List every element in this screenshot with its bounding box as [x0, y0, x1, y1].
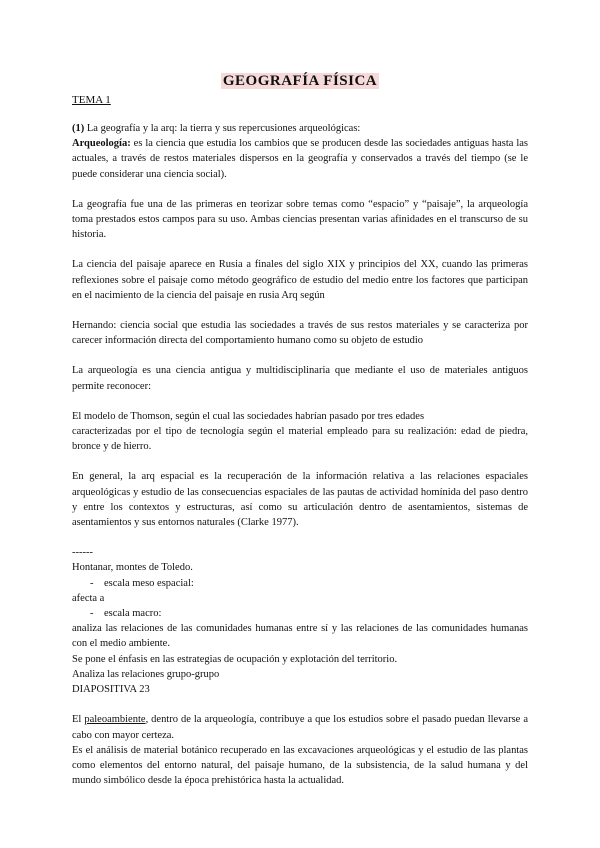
note-grupo: Analiza las relaciones grupo-grupo — [72, 668, 220, 680]
paleo-term: paleoambiente — [84, 714, 146, 726]
definition-text: es la ciencia que estudia los cambios que se producen desde las sociedades antiguas hasta las actuales, a través de restos materiales dispersos en la geografía y conservados a través del tiempo (se le puede considerar una ciencia social). — [72, 138, 528, 180]
separator: ------ — [72, 547, 93, 559]
bullet-macro — [72, 606, 528, 621]
arqueologia-definition — [72, 136, 528, 182]
definition-term: Arqueología: — [72, 138, 131, 150]
tema-heading: TEMA 1 — [72, 94, 111, 106]
paleo-pre: El — [72, 714, 85, 726]
paragraph-antigua: La arqueología es una ciencia antigua y multidisciplinaria que mediante el uso de materiales antiguos permite reconocer: — [72, 365, 528, 392]
bullet-meso — [72, 576, 528, 591]
paragraph-paleoambiente — [72, 712, 528, 742]
paragraph-botanico: Es el análisis de material botánico recuperado en las excavaciones arqueológicas y el estudio de las plantas como elementos del entorno natural, del paisaje humano, de la subsistencia, de la salud humana y del mundo simbólico desde la época prehistórica hasta la actualidad. — [72, 744, 528, 787]
note-analiza: analiza las relaciones de las comunidades humanas entre sí y las relaciones de las comunidades humanas con el medio ambiente. — [72, 623, 528, 650]
paragraph-thomson-line2: caracterizadas por el tipo de tecnología según el material empleado para su realización: edad de piedra, bronce y de hierro. — [72, 426, 528, 453]
paragraph-hernando: Hernando: ciencia social que estudia las sociedades a través de sus restos materiales y se caracteriza por carecer información directa del comportamiento humano como su objeto de estudio — [72, 320, 528, 347]
note-hontanar: Hontanar, montes de Toledo. — [72, 562, 193, 574]
paragraph-thomson-line1: El modelo de Thomson, según el cual las sociedades habrían pasado por tres edades — [72, 410, 425, 422]
section-heading — [72, 121, 528, 136]
paragraph-paisaje: La ciencia del paisaje aparece en Rusia a finales del siglo XIX y principios del XX, cuando las primeras reflexiones sobre el paisaje como método geográfico de estudio del medio entre los factores que participan en el nacimiento de la ciencia del paisaje en rusia Arq según — [72, 259, 528, 301]
dash-bullet: - — [90, 577, 94, 589]
paragraph-espacial: En general, la arq espacial es la recuperación de la información relativa a las relaciones espaciales arqueológicas y estudio de las consecuencias espaciales de las pautas de actividad homínida del paso dentro y entre los contextos y estructuras, así como su articulación dentro de asentamientos, sistemas de asentamientos y sus entornos naturales (Clarke 1977). — [72, 471, 528, 529]
document-title — [72, 72, 528, 90]
document-page — [72, 72, 528, 788]
paleo-post: , dentro de la arqueología, contribuye a que los estudios sobre el pasado puedan llevarse a cabo con mayor certeza. — [72, 714, 528, 741]
section-heading-text: La geografía y la arq: la tierra y sus repercusiones arqueológicas: — [84, 123, 361, 134]
note-diapositiva: DIAPOSITIVA 23 — [72, 684, 150, 696]
dash-bullet: - — [90, 608, 94, 620]
bullet-macro-text: escala macro: — [104, 608, 162, 620]
paragraph-geografia: La geografía fue una de las primeras en teorizar sobre temas como “espacio” y “paisaje”, la arqueología toma prestados estos campos para su uso. Ambas ciencias presentan varias afinidades en el transcurso de su historia. — [72, 198, 528, 241]
section-number: (1) — [72, 123, 85, 134]
note-afecta: afecta a — [72, 592, 105, 604]
bullet-meso-text: escala meso espacial: — [104, 577, 194, 589]
title-text: GEOGRAFÍA FÍSICA — [222, 73, 378, 89]
note-enfasis: Se pone el énfasis en las estrategias de ocupación y explotación del territorio. — [72, 653, 398, 665]
